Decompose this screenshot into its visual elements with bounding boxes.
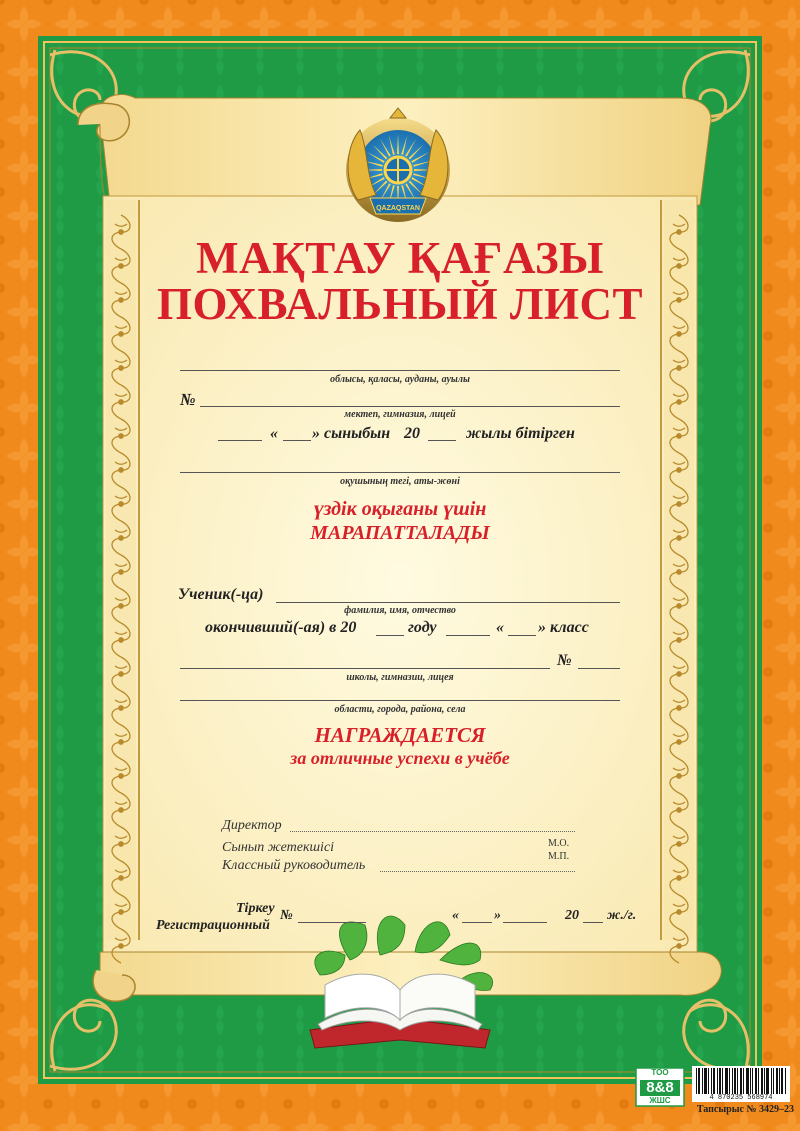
- publisher-logo-text: 8&8: [646, 1079, 674, 1096]
- registration-label-ru: Регистрационный: [156, 918, 270, 933]
- awarded-kz: МАРАПАТТАЛАДЫ: [310, 522, 490, 544]
- finished-class-ru: » класс: [538, 619, 589, 636]
- grad-close-quote-kz: » сыныбын: [312, 425, 391, 442]
- reason-ru: за отличные успехи в учёбе: [290, 748, 510, 768]
- title-kazakh: МАҚТАУ ҚАҒАЗЫ: [196, 233, 604, 283]
- order-number: Тапсырыс № 3429–23: [696, 1104, 794, 1115]
- finished-class-blank-ru[interactable]: [508, 635, 536, 636]
- stamp-kz: М.О.: [548, 838, 570, 849]
- finished-year-ru: году: [408, 619, 437, 636]
- student-label-ru: Ученик(-ца): [178, 586, 264, 603]
- registration-close-quote: »: [494, 908, 501, 923]
- registration-number-sign: №: [280, 908, 293, 923]
- student-line-kz[interactable]: [180, 472, 620, 473]
- number-sign-kz: №: [180, 390, 196, 409]
- emblem-text: QAZAQSTAN: [376, 205, 420, 212]
- name-line-ru[interactable]: [276, 602, 620, 603]
- registration-label-kz: Тіркеу: [236, 901, 275, 916]
- region-line-ru[interactable]: [180, 700, 620, 701]
- grad-blank-1-kz[interactable]: [218, 440, 262, 441]
- title-russian: ПОХВАЛЬНЫЙ ЛИСТ: [157, 279, 643, 329]
- grad-year-blank-kz[interactable]: [428, 440, 456, 441]
- finished-start-ru: окончивший(-ая) в 20: [205, 619, 357, 636]
- region-caption-kz: облысы, қаласы, ауданы, ауылы: [330, 374, 470, 385]
- school-caption-kz: мектеп, гимназия, лицей: [344, 409, 456, 420]
- region-caption-ru: области, города, района, села: [334, 704, 466, 715]
- number-sign-ru: №: [557, 652, 572, 669]
- registration-open-quote: «: [452, 908, 459, 923]
- class-teacher-signature-line[interactable]: [380, 871, 575, 872]
- class-teacher-kz-label: Сынып жетекшісі: [222, 840, 335, 855]
- registration-day-line[interactable]: [462, 922, 492, 923]
- stamp-ru: М.П.: [548, 851, 570, 862]
- school-line-ru[interactable]: [180, 668, 550, 669]
- registration-number-line[interactable]: [298, 922, 366, 923]
- registration-month-line[interactable]: [503, 922, 547, 923]
- reason-kz: үздік оқығаны үшін: [313, 498, 487, 520]
- grad-end-kz: жылы бітірген: [466, 425, 575, 442]
- school-caption-ru: школы, гимназии, лицея: [346, 672, 454, 683]
- registration-year-line[interactable]: [583, 922, 603, 923]
- finished-blank-2-ru[interactable]: [446, 635, 490, 636]
- director-signature-line[interactable]: [290, 831, 575, 832]
- school-line-kz[interactable]: [200, 406, 620, 407]
- school-number-line-ru[interactable]: [578, 668, 620, 669]
- director-label: Директор: [222, 818, 282, 833]
- registration-year-suffix: ж./г.: [607, 908, 637, 923]
- name-caption-ru: фамилия, имя, отчество: [344, 605, 456, 616]
- awarded-ru: НАГРАЖДАЕТСЯ: [314, 723, 486, 747]
- publisher-top: ТОО: [651, 1068, 669, 1077]
- finished-open-quote-ru: «: [496, 619, 504, 636]
- grad-class-blank-kz[interactable]: [283, 440, 311, 441]
- barcode-number: 4 870235 568974: [692, 1094, 790, 1102]
- grad-open-quote-kz: «: [270, 425, 278, 442]
- registration-year: 20: [565, 908, 579, 923]
- finished-year-blank-ru[interactable]: [376, 635, 404, 636]
- region-line-kz[interactable]: [180, 370, 620, 371]
- class-teacher-ru-label: Классный руководитель: [222, 858, 366, 873]
- grad-year-kz: 20: [404, 425, 420, 442]
- publisher-bottom: ЖШС: [649, 1096, 671, 1105]
- student-caption-kz: оқушының тегі, аты-жөні: [340, 476, 460, 487]
